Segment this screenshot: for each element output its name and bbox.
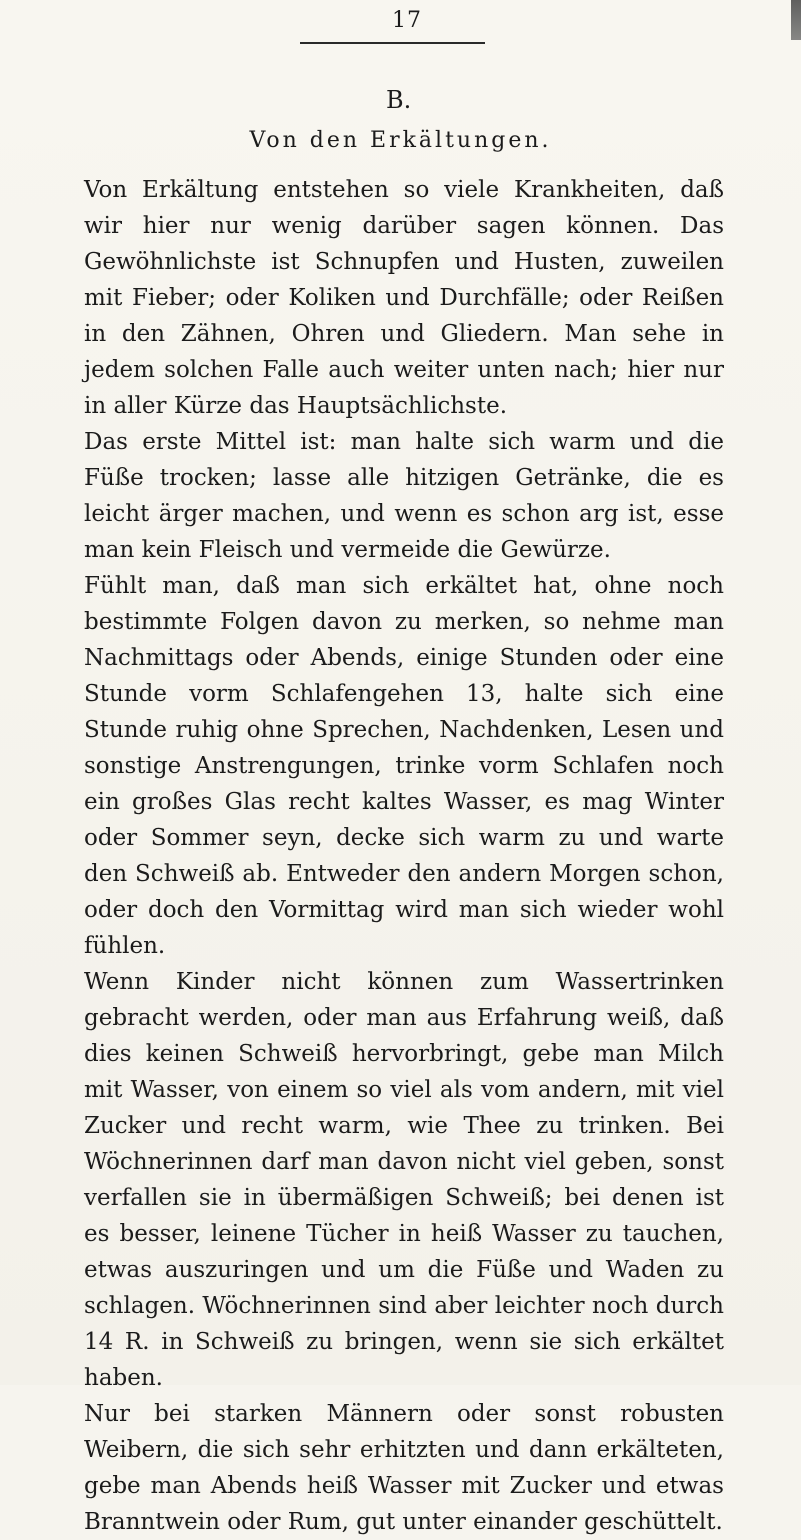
paragraph: Wenn Kinder nicht können zum Wassertrinken gebracht werden, oder man aus Erfahrung weiß, daß dies keinen Schweiß hervorbringt, gebe man Milch mit Wasser, von einem so viel als vom andern, mit viel Zucker und recht warm, wie Thee zu trinken. Bei Wöchnerinnen darf man davon nicht viel geben, sonst verfallen sie in übermäßigen Schweiß; bei denen ist es besser, leinene Tücher in heiß Wasser zu tauchen, etwas auszuringen und um die Füße und Waden zu schlagen. Wöchnerinnen sind aber leichter noch durch 14 R. in Schweiß zu bringen, wenn sie sich erkältet haben. <box>84 969 724 1391</box>
page-number: 17 <box>392 8 422 33</box>
paragraph: Das erste Mittel ist: man halte sich warm und die Füße trocken; lasse alle hitzigen Getränke, die es leicht ärger machen, und wenn es schon arg ist, esse man kein Fleisch und vermeide die Gewürze. <box>84 429 724 563</box>
section-heading: Von den Erkältungen. <box>249 128 552 153</box>
header-rule <box>300 42 485 44</box>
body-text <box>84 172 724 1540</box>
paragraph: Nur bei starken Männern oder sonst robusten Weibern, die sich sehr erhitzten und dann erkälteten, gebe man Abends heiß Wasser mit Zucker und etwas Branntwein oder Rum, gut unter einander geschüttelt. <box>84 1401 724 1535</box>
paragraph: Fühlt man, daß man sich erkältet hat, ohne noch bestimmte Folgen davon zu merken, so nehme man Nachmittags oder Abends, einige Stunden oder eine Stunde vorm Schlafengehen 13, halte sich eine Stunde ruhig ohne Sprechen, Nachdenken, Lesen und sonstige Anstrengungen, trinke vorm Schlafen noch ein großes Glas recht kaltes Wasser, es mag Winter oder Sommer seyn, decke sich warm zu und warte den Schweiß ab. Entweder den andern Morgen schon, oder doch den Vormittag wird man sich wieder wohl fühlen. <box>84 573 724 959</box>
signature-mark: B. <box>386 86 412 114</box>
page-edge-mark <box>791 0 801 40</box>
paragraph: Von Erkältung entstehen so viele Krankheiten, daß wir hier nur wenig darüber sagen können. Das Gewöhnlichste ist Schnupfen und Husten, zuweilen mit Fieber; oder Koliken und Durchfälle; oder Reißen in den Zähnen, Ohren und Gliedern. Man sehe in jedem solchen Falle auch weiter unten nach; hier nur in aller Kürze das Hauptsächlichste. <box>84 177 724 419</box>
